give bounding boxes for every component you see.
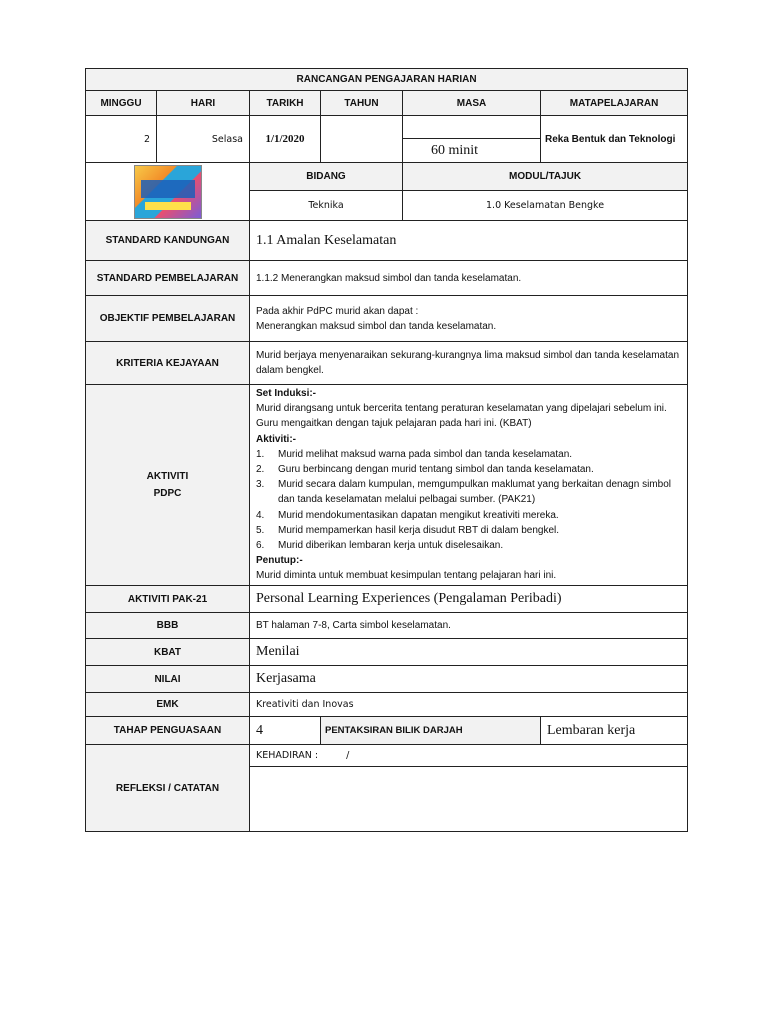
set-induksi-title: Set Induksi:-	[256, 388, 317, 399]
kbat-value: Menilai	[250, 639, 688, 666]
kehadiran-slash: /	[346, 750, 350, 761]
value-masa-top	[403, 116, 541, 139]
aktiviti-title: Aktiviti:-	[256, 433, 296, 445]
list-item: 5. Murid mempamerkan hasil kerja disudut RBT di dalam bengkel.	[256, 524, 560, 536]
list-item: 6. Murid diberikan lembaran kerja untuk diselesaikan.	[256, 539, 504, 551]
set-induksi-text: Murid dirangsang untuk bercerita tentang peraturan keselamatan yang dipelajari sebelum ini. Guru mengaitkan dengan tajuk pelajaran pada hari ini. (KBAT)	[256, 403, 667, 430]
pbd-value: Lembaran kerja	[541, 717, 688, 745]
aktiviti-label-2: PDPC	[153, 488, 182, 499]
kk-value: Murid berjaya menyenaraikan sekurang-kurangnya lima maksud simbol dan tanda keselamatan dalam bengkel.	[250, 342, 688, 385]
list-item: 3. Murid secara dalam kumpulan, memgumpulkan maklumat yang berkaitan denagn simbol dan tanda keselamatan melalui pelbagai sumber. (PAK21)	[256, 479, 671, 506]
header-matapelajaran: MATAPELAJARAN	[541, 91, 688, 116]
kbat-label: KBAT	[86, 639, 250, 666]
op-value	[250, 296, 688, 342]
kk-label: KRITERIA KEJAYAAN	[86, 342, 250, 385]
book-cover-image	[134, 165, 202, 219]
aktiviti-content	[250, 385, 688, 586]
modul-label: MODUL/TAJUK	[403, 163, 688, 191]
header-tahun: TAHUN	[321, 91, 403, 116]
bidang-value: Teknika	[250, 191, 403, 221]
header-masa: MASA	[403, 91, 541, 116]
kehadiran-label: KEHADIRAN :	[256, 750, 319, 761]
op-line-2: Menerangkan maksud simbol dan tanda keselamatan.	[256, 320, 497, 332]
sk-value: 1.1 Amalan Keselamatan	[250, 221, 688, 261]
kehadiran-cell	[250, 745, 688, 767]
cover-cell	[86, 163, 250, 221]
list-item: 4. Murid mendokumentasikan dapatan mengikut kreativiti mereka.	[256, 509, 559, 521]
cover-stripe	[145, 202, 191, 210]
header-hari: HARI	[157, 91, 250, 116]
emk-label: EMK	[86, 693, 250, 717]
value-masa: 60 minit	[403, 139, 541, 163]
op-line-1: Pada akhir PdPC murid akan dapat :	[256, 305, 419, 317]
list-item: 2. Guru berbincang dengan murid tentang simbol dan tanda keselamatan.	[256, 463, 594, 475]
nilai-value: Kerjasama	[250, 666, 688, 693]
pak-value: Personal Learning Experiences (Pengalaman Peribadi)	[250, 586, 688, 613]
value-tarikh: 1/1/2020	[250, 116, 321, 163]
lesson-plan-sheet	[85, 68, 687, 832]
lesson-plan-table	[85, 68, 688, 832]
refleksi-label: REFLEKSI / CATATAN	[86, 745, 250, 832]
bidang-label: BIDANG	[250, 163, 403, 191]
sp-label: STANDARD PEMBELAJARAN	[86, 261, 250, 296]
doc-title: RANCANGAN PENGAJARAN HARIAN	[86, 69, 688, 91]
aktiviti-label-1: AKTIVITI	[146, 471, 189, 482]
list-item: 1. Murid melihat maksud warna pada simbol dan tanda keselamatan.	[256, 448, 573, 460]
catatan-cell	[250, 767, 688, 832]
value-tahun	[321, 116, 403, 163]
value-matapelajaran: Reka Bentuk dan Teknologi	[541, 116, 688, 163]
bbb-value: BT halaman 7-8, Carta simbol keselamatan.	[250, 613, 688, 639]
header-minggu: MINGGU	[86, 91, 157, 116]
sk-label: STANDARD KANDUNGAN	[86, 221, 250, 261]
penutup-text: Murid diminta untuk membuat kesimpulan tentang pelajaran hari ini.	[256, 570, 557, 582]
bbb-label: BBB	[86, 613, 250, 639]
nilai-label: NILAI	[86, 666, 250, 693]
pak-label: AKTIVITI PAK-21	[86, 586, 250, 613]
op-label: OBJEKTIF PEMBELAJARAN	[86, 296, 250, 342]
cover-band	[141, 180, 195, 198]
penutup-title: Penutup:-	[256, 555, 303, 567]
header-tarikh: TARIKH	[250, 91, 321, 116]
aktiviti-list	[256, 447, 681, 553]
aktiviti-label	[86, 385, 250, 586]
modul-value: 1.0 Keselamatan Bengke	[403, 191, 688, 221]
pbd-label: PENTAKSIRAN BILIK DARJAH	[321, 717, 541, 745]
sp-value: 1.1.2 Menerangkan maksud simbol dan tanda keselamatan.	[250, 261, 688, 296]
value-minggu: 2	[86, 116, 157, 163]
emk-value: Kreativiti dan Inovas	[250, 693, 688, 717]
tahap-value: 4	[250, 717, 321, 745]
value-hari: Selasa	[157, 116, 250, 163]
tahap-label: TAHAP PENGUASAAN	[86, 717, 250, 745]
